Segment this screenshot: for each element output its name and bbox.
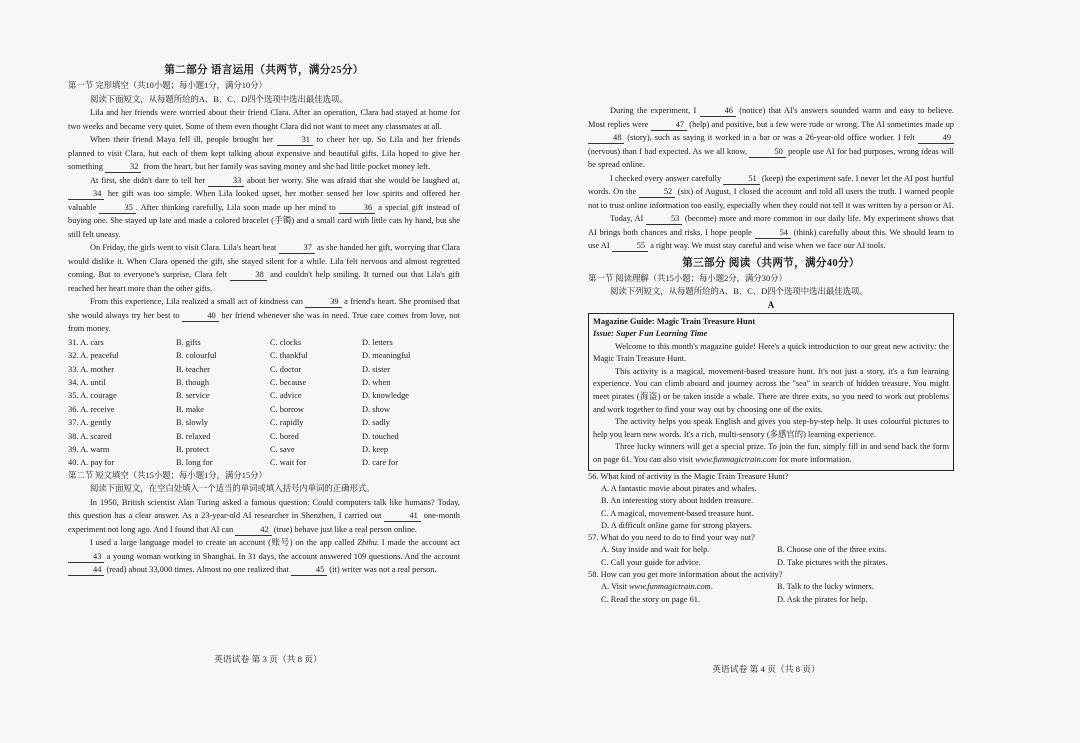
reading-section-title: 第一节 阅读理解（共15小题；每小题2分，满分30分）: [588, 273, 787, 283]
text: Three lucky winners will get a special prize. To join the fun, simply fill in and send back the form on page 61. You can also visit: [593, 442, 949, 465]
option: 32. A. peaceful: [68, 351, 119, 361]
option: C. rapidly: [270, 418, 304, 428]
blank-44: 44: [68, 565, 104, 576]
text: to cheer her up. So Lila and her friends planned to visit Clara, but each of them kept talking about expensive and beautiful gifts. Lila hoped to give her something: [68, 135, 460, 172]
option-56-c: C. A magical, movement-based treasure hunt.: [601, 508, 754, 518]
options-58-row-2: [588, 594, 954, 606]
option: 37. A. gently: [68, 418, 112, 428]
blank-33: 33: [208, 176, 244, 187]
option: D. letters: [362, 337, 393, 347]
text: (read) about 33,000 times. Almost no one realized that: [104, 565, 291, 575]
option: B. though: [176, 377, 210, 387]
text: When their friend Maya fell ill, people brought her: [90, 135, 277, 145]
section-1-instruction: 阅读下面短文，从每题所给的A、B、C、D四个选项中选出最佳选项。: [90, 94, 348, 104]
option: D. sadly: [362, 418, 390, 428]
option-56-a: A. A fantastic movie about pirates and whales.: [601, 483, 757, 493]
option: 36. A. receive: [68, 404, 115, 414]
page-4: [588, 104, 954, 606]
option: 33. A. mother: [68, 364, 115, 374]
part-two-heading: 第二部分 语言运用（共两节，满分25分）: [164, 65, 364, 76]
fill-paragraph-1: [68, 496, 460, 537]
text: a right way. We must stay careful and wise when we face our AI tools.: [648, 241, 886, 250]
blank-51: 51: [723, 174, 759, 185]
option: 40. A. pay for: [68, 458, 115, 468]
website-link: www.funmagictrain.com: [695, 455, 777, 465]
blank-37: 37: [279, 243, 315, 254]
cloze-paragraph-1: Lila and her friends were worried about their friend Clara. After an operation, Clara had stayed at home for two weeks and became very quiet. Some of them even thought Clara did not want to meet any classmates at all.: [68, 108, 460, 131]
option: D. meaningful: [362, 351, 411, 361]
blank-36: 36: [339, 203, 375, 214]
blank-45: 45: [291, 565, 327, 576]
section-1-title: 第一节 完形填空（共10小题；每小题1分，满分10分）: [68, 81, 267, 90]
text: (think) carefully about this. We should learn to use AI: [588, 227, 954, 250]
cloze-paragraph-5: [68, 295, 460, 336]
option: C. borrow: [270, 404, 304, 414]
text: I used a large language model to create an account (账号) on the app called: [90, 538, 358, 548]
text: her gift was too simple. When Lila looked upset, her mother sensed her low spirits and offered her valuable: [68, 189, 460, 212]
fill-paragraph-2: [68, 536, 460, 577]
text: (story), such as saying it worked in a bar or was a 26-year-old office worker. I felt: [624, 133, 918, 142]
text: about her worry. She was afraid that she would be laughed at,: [244, 175, 460, 185]
part-three-heading: 第三部分 阅读（共两节，满分40分）: [682, 257, 860, 269]
question-56: 56. What kind of activity is the Magic Train Treasure Hunt?: [588, 471, 789, 481]
box-paragraph-1: Welcome to this month's magazine guide! Here's a quick introduction to our great new activity: the Magic Train Treasure Hunt.: [593, 341, 949, 364]
option: C. because: [270, 377, 307, 387]
box-paragraph-4: [593, 441, 949, 466]
blank-50: 50: [749, 147, 785, 158]
option: 35. A. courage: [68, 391, 117, 401]
option: D. touched: [362, 431, 399, 441]
text: I checked every answer carefully: [610, 173, 724, 183]
text: a friend's heart. She promised that she would always try her best to: [68, 297, 460, 320]
option: B. service: [176, 391, 210, 401]
option-57-d: D. Take pictures with the pirates.: [777, 557, 888, 567]
option: B. slowly: [176, 418, 209, 428]
blank-54: 54: [755, 228, 791, 239]
box-paragraph-2: This activity is a magical, movement-based treasure hunt. It's not just a story, it's a fun learning experience. You can climb aboard and journey across the "sea" in search of hidden treasure. You might meet pirates (海盗) or be taken inside a whale. There are three exits, so you need to work out problems and work together to find your way out by choosing one of the exits.: [593, 366, 949, 414]
text: . After thinking carefully, Lila soon made up her mind to: [135, 202, 339, 212]
text: her friend whenever she was in need. True care comes from love, not from money.: [68, 310, 460, 334]
blank-47: 47: [651, 120, 687, 131]
box-paragraph-3: The activity helps you speak English and gives you step-by-step help. It uses colourful pictures to help you learn new words. It's a rich, multi-sensory (多感官的) learning experience.: [593, 417, 949, 439]
option-58-a: [601, 581, 777, 593]
option: C. advice: [270, 391, 302, 401]
text: people use AI for bad purposes, wrong ideas will be spread online.: [588, 146, 954, 169]
text: and couldn't help smiling. It turned out that Lila's gift reached her heart more than the other gifts.: [68, 270, 460, 293]
text: a young woman working in Shanghai. In 31 days, the account answered 109 questions. And the account: [104, 551, 460, 561]
text: one-month experiment not long ago. And I found that AI can: [68, 511, 460, 534]
option: D. sister: [362, 364, 390, 374]
option: D. keep: [362, 444, 389, 454]
option: 38. A. scared: [68, 431, 112, 441]
option: B. make: [176, 404, 204, 414]
page-4-footer: 英语试卷 第 4 页（共 8 页）: [712, 664, 820, 674]
reading-instruction: 阅读下列短文，从每题所给的A、B、C、D四个选项中选出最佳选项。: [610, 287, 868, 297]
option: C. save: [270, 444, 295, 454]
question-58: 58. How can you get more information about the activity?: [588, 570, 783, 580]
option-56-d: D. A difficult online game for strong players.: [601, 520, 752, 530]
blank-52: 52: [639, 187, 675, 198]
option: C. clocks: [270, 337, 302, 347]
text: A. Visit: [601, 582, 629, 592]
option: B. teacher: [176, 364, 210, 374]
text: At first, she didn't dare to tell her: [90, 175, 208, 185]
magazine-guide-box: [588, 313, 954, 471]
option: D. knowledge: [362, 391, 409, 401]
text: for more information.: [776, 455, 852, 465]
option-58-d: D. Ask the pirates for help.: [777, 594, 868, 604]
option-56-b: B. An interesting story about hidden treasure.: [601, 496, 754, 506]
option: B. relaxed: [176, 431, 211, 441]
option: D. show: [362, 404, 390, 414]
option: C. thankful: [270, 351, 308, 361]
cloze-paragraph-2: [68, 133, 460, 174]
page-3: [68, 62, 460, 577]
option-57-a: A. Stay inside and wait for help.: [601, 545, 710, 555]
option: C. doctor: [270, 364, 302, 374]
option: 34. A. until: [68, 377, 106, 387]
box-issue: Issue: Super Fun Learning Time: [593, 329, 708, 339]
cloze-options-table: [68, 336, 460, 470]
text: On Friday, the girls went to visit Clara. Lila's heart beat: [90, 243, 279, 253]
option: 31. A. cars: [68, 337, 104, 347]
section-2-instruction: 阅读下面短文，在空白处填入一个适当的单词或填入括号内单词的正确形式。: [90, 484, 375, 494]
text: (six) of August, I closed the account and told all users the truth. I warned people not to trust online information too easily, especially when they could not tell it was written by a person or AI.: [588, 187, 954, 210]
text: (keep) the experiment safe. I never let the AI post hurtful words. On the: [588, 173, 954, 196]
blank-35: 35: [99, 203, 135, 214]
option: D. when: [362, 377, 391, 387]
text: (help) and positive, but a few were rude or wrong. The AI sometimes made up: [687, 119, 954, 129]
text: (it) writer was not a real person.: [327, 565, 437, 575]
box-title: Magazine Guide: Magic Train Treasure Hunt: [593, 316, 756, 326]
blank-53: 53: [646, 214, 682, 225]
option: B. gifts: [176, 337, 201, 347]
question-57: 57. What do you need to do to find your way out?: [588, 533, 755, 543]
blank-40: 40: [182, 311, 218, 322]
fill-paragraph-4: [588, 172, 954, 213]
text: from the heart, but her family was saving money and she had little pocket money left.: [141, 162, 431, 172]
blank-43: 43: [68, 552, 104, 563]
blank-46: 46: [700, 106, 736, 117]
text: .: [710, 582, 713, 592]
blank-34: 34: [68, 189, 104, 200]
blank-49: 49: [918, 133, 954, 144]
option: C. wait for: [270, 458, 307, 468]
blank-31: 31: [277, 135, 313, 146]
blank-41: 41: [384, 511, 420, 522]
page-3-footer: 英语试卷 第 3 页（共 8 页）: [214, 654, 322, 664]
text: as she handed her gift, worrying that Clara would dislike it. When Clara opened the gift, she stayed silent for a while. Lila felt nervous and almost regretted coming. But to everyone's surprise, Clara felt: [68, 243, 461, 280]
option: C. bored: [270, 431, 299, 441]
options-57-row-1: [588, 544, 954, 556]
website-link: www.funmagictrain.com: [628, 582, 711, 592]
text: From this experience, Lila realized a small act of kindness can: [90, 297, 306, 307]
fill-paragraph-3: [588, 104, 954, 172]
blank-55: 55: [612, 241, 648, 252]
blank-42: 42: [235, 525, 271, 536]
options-57-row-2: [588, 557, 954, 569]
blank-32: 32: [105, 162, 141, 173]
options-58-row-1: [588, 581, 954, 593]
text: Today, AI: [610, 214, 646, 223]
passage-letter: A: [767, 299, 775, 310]
text: (notice) that AI's answers sounded warm and easy to believe. Most replies were: [588, 106, 955, 129]
option-58-c: C. Read the story on page 61.: [601, 594, 701, 604]
app-name: Zhihu: [357, 538, 377, 548]
text: During the experiment, I: [610, 106, 700, 115]
option: D. care for: [362, 458, 399, 468]
text: (true) behave just like a real person online.: [271, 524, 417, 534]
option: B. protect: [176, 444, 210, 454]
cloze-paragraph-4: [68, 241, 460, 295]
section-2-title: 第二节 短文填空（共15小题；每小题1分，满分15分）: [68, 470, 267, 480]
option-57-c: C. Call your guide for advice.: [601, 557, 701, 567]
text: (nervous) than I had expected. As we all know,: [588, 146, 750, 156]
text: (become) more and more common in our daily life. My experiment shows that AI brings both chances and risks. I hope people: [588, 214, 955, 237]
blank-38: 38: [230, 270, 266, 281]
blank-48: 48: [588, 133, 624, 144]
option: 39. A. warm: [68, 444, 110, 454]
fill-paragraph-5: [588, 212, 954, 253]
option: B. colourful: [176, 351, 217, 361]
text: a special gift instead of buying one. She stayed up late and made a colored bracelet (手镯) and a small card with little cats by hand, but she still felt uneasy.: [68, 202, 460, 239]
option: B. long for: [176, 458, 213, 468]
option-58-b: B. Talk to the lucky winners.: [777, 582, 874, 592]
text: In 1950, British scientist Alan Turing asked a famous question: Could computers talk like humans? Today, this question has a clear answer. As a 23-year-old AI researcher in Shenzhen, I carried out: [68, 497, 460, 521]
cloze-paragraph-3: [68, 174, 460, 242]
text: . I made the account act: [376, 538, 460, 548]
option-57-b: B. Choose one of the three exits.: [777, 545, 887, 555]
blank-39: 39: [305, 297, 341, 308]
